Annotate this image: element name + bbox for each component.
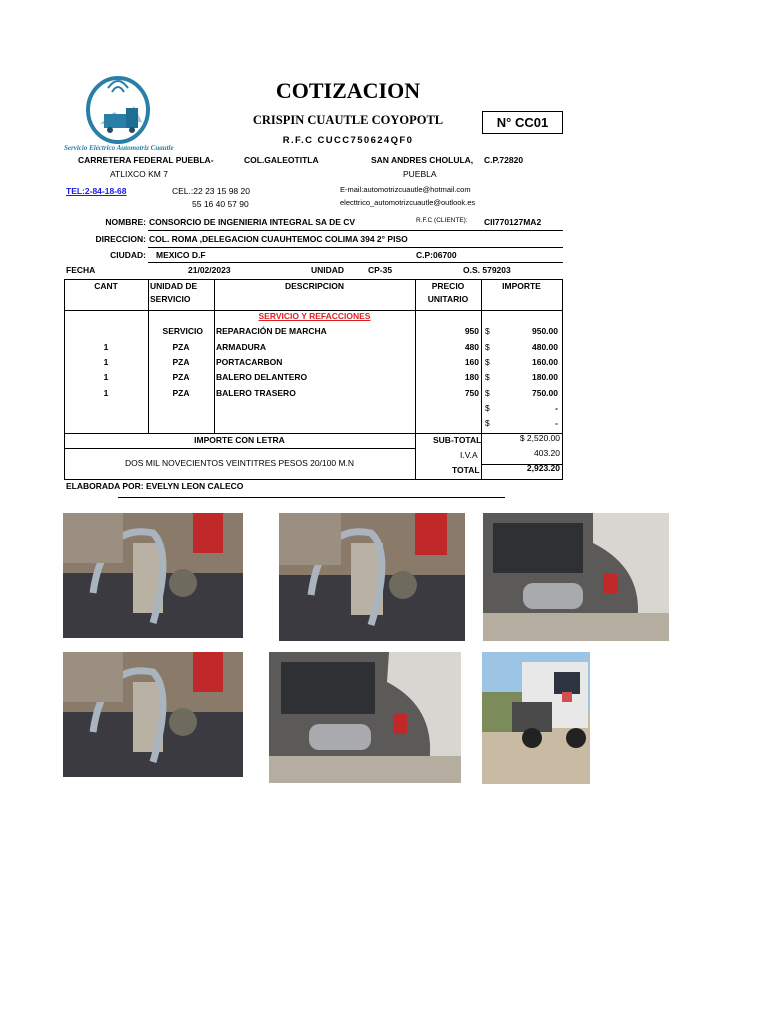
client-name-label: NOMBRE: xyxy=(105,217,146,227)
amount-in-words-label: IMPORTE CON LETRA xyxy=(194,435,285,445)
quote-table xyxy=(64,279,564,480)
telephone-link[interactable]: TEL:2-84-18-68 xyxy=(66,186,127,196)
row-currency: $ xyxy=(485,357,490,367)
header-cant: CANT xyxy=(94,281,118,291)
row-cant: 1 xyxy=(103,357,109,367)
row-precio: 180 xyxy=(464,372,479,382)
section-title: SERVICIO Y REFACCIONES xyxy=(258,311,371,321)
city-line1: SAN ANDRES CHOLULA, xyxy=(371,155,474,165)
client-name: CONSORCIO DE INGENIERIA INTEGRAL SA DE CV xyxy=(149,217,356,227)
address-line1: CARRETERA FEDERAL PUEBLA- xyxy=(78,155,214,165)
document-title: COTIZACION xyxy=(275,78,421,103)
row-importe: - xyxy=(555,403,558,413)
row-precio: 750 xyxy=(464,388,479,398)
client-rfc-label: R.F.C (CLIENTE): xyxy=(416,217,468,224)
client-address-label: DIRECCION: xyxy=(95,234,146,244)
row-descripcion: BALERO DELANTERO xyxy=(216,372,308,382)
row-cant: 1 xyxy=(103,342,109,352)
postal-code: C.P.72820 xyxy=(484,155,524,165)
iva-value: 403.20 xyxy=(534,448,560,458)
header-descripcion: DESCRIPCION xyxy=(284,281,345,291)
row-currency: $ xyxy=(485,403,490,413)
client-rfc: CII770127MA2 xyxy=(484,217,542,227)
city-line2: PUEBLA xyxy=(403,169,437,179)
email-2: electtrico_automotrizcuautle@outlook.es xyxy=(340,198,476,207)
subtotal-label: SUB-TOTAL xyxy=(433,435,482,445)
prepared-by: ELABORADA POR: EVELYN LEON CALECO xyxy=(66,481,244,491)
colonia: COL.GALEOTITLA xyxy=(244,155,319,165)
service-order: O.S. 579203 xyxy=(463,265,511,275)
row-currency: $ xyxy=(485,388,490,398)
logo-text: Servicio Eléctrico Automotriz Cuautle xyxy=(64,144,174,152)
row-descripcion: PORTACARBON xyxy=(216,357,283,367)
row-cant: 1 xyxy=(103,388,109,398)
photo-starter-motor-3 xyxy=(63,652,243,777)
cellphone-line2: 55 16 40 57 90 xyxy=(192,199,249,209)
row-cant: 1 xyxy=(103,372,109,382)
row-currency: $ xyxy=(485,372,490,382)
row-currency: $ xyxy=(485,418,490,428)
header-unitario: UNITARIO xyxy=(427,294,469,304)
row-precio: 950 xyxy=(464,326,479,336)
photo-truck xyxy=(482,652,590,784)
photo-engine-bay-2 xyxy=(269,652,461,783)
row-descripcion: REPARACIÓN DE MARCHA xyxy=(216,326,327,336)
company-rfc: R.F.C CUCC750624QF0 xyxy=(282,135,414,146)
row-importe: 750.00 xyxy=(532,388,558,398)
date-label: FECHA xyxy=(66,265,96,275)
unit-label: UNIDAD xyxy=(311,265,345,275)
row-currency: $ xyxy=(485,326,490,336)
row-unidad: PZA xyxy=(172,388,190,398)
row-importe: 950.00 xyxy=(532,326,558,336)
company-logo xyxy=(64,72,204,156)
unit-value: CP-35 xyxy=(368,265,393,275)
row-precio: 480 xyxy=(464,342,479,352)
header-servicio: SERVICIO xyxy=(150,294,191,304)
cellphone-line1: CEL.:22 23 15 98 20 xyxy=(172,186,250,196)
row-currency: $ xyxy=(485,342,490,352)
company-name: CRISPIN CUAUTLE COYOPOTL xyxy=(252,113,444,127)
header-unidad: UNIDAD DE xyxy=(150,281,198,291)
header-precio: PRECIO xyxy=(431,281,465,291)
email-1: E-mail:automotrizcuautle@hotmail.com xyxy=(340,185,471,194)
photo-starter-motor-2 xyxy=(279,513,465,641)
client-address: COL. ROMA ,DELEGACION CUAUHTEMOC COLIMA 394 2° PISO xyxy=(149,234,408,244)
row-descripcion: ARMADURA xyxy=(216,342,267,352)
row-importe: - xyxy=(555,418,558,428)
date-value: 21/02/2023 xyxy=(188,265,231,275)
row-unidad: PZA xyxy=(172,372,190,382)
row-importe: 160.00 xyxy=(532,357,558,367)
iva-label: I.V.A xyxy=(460,450,478,460)
row-unidad: SERVICIO xyxy=(162,326,203,336)
quote-number-box: N° CC01 xyxy=(482,111,563,134)
photo-engine-bay-1 xyxy=(483,513,669,641)
photo-starter-motor-1 xyxy=(63,513,243,638)
total-label: TOTAL xyxy=(452,465,480,475)
row-unidad: PZA xyxy=(172,357,190,367)
client-postal-code: C.P:06700 xyxy=(416,250,457,260)
total-value: 2,923.20 xyxy=(526,463,560,473)
header-importe: IMPORTE xyxy=(502,281,541,291)
row-precio: 160 xyxy=(464,357,479,367)
client-city: MEXICO D.F xyxy=(156,250,206,260)
row-descripcion: BALERO TRASERO xyxy=(216,388,296,398)
row-importe: 180.00 xyxy=(532,372,558,382)
subtotal-value: $ 2,520.00 xyxy=(519,433,560,443)
row-importe: 480.00 xyxy=(532,342,558,352)
address-line2: ATLIXCO KM 7 xyxy=(110,169,168,179)
row-unidad: PZA xyxy=(172,342,190,352)
amount-in-words: DOS MIL NOVECIENTOS VEINTITRES PESOS 20/100 M.N xyxy=(124,458,355,468)
client-city-label: CIUDAD: xyxy=(110,250,146,260)
